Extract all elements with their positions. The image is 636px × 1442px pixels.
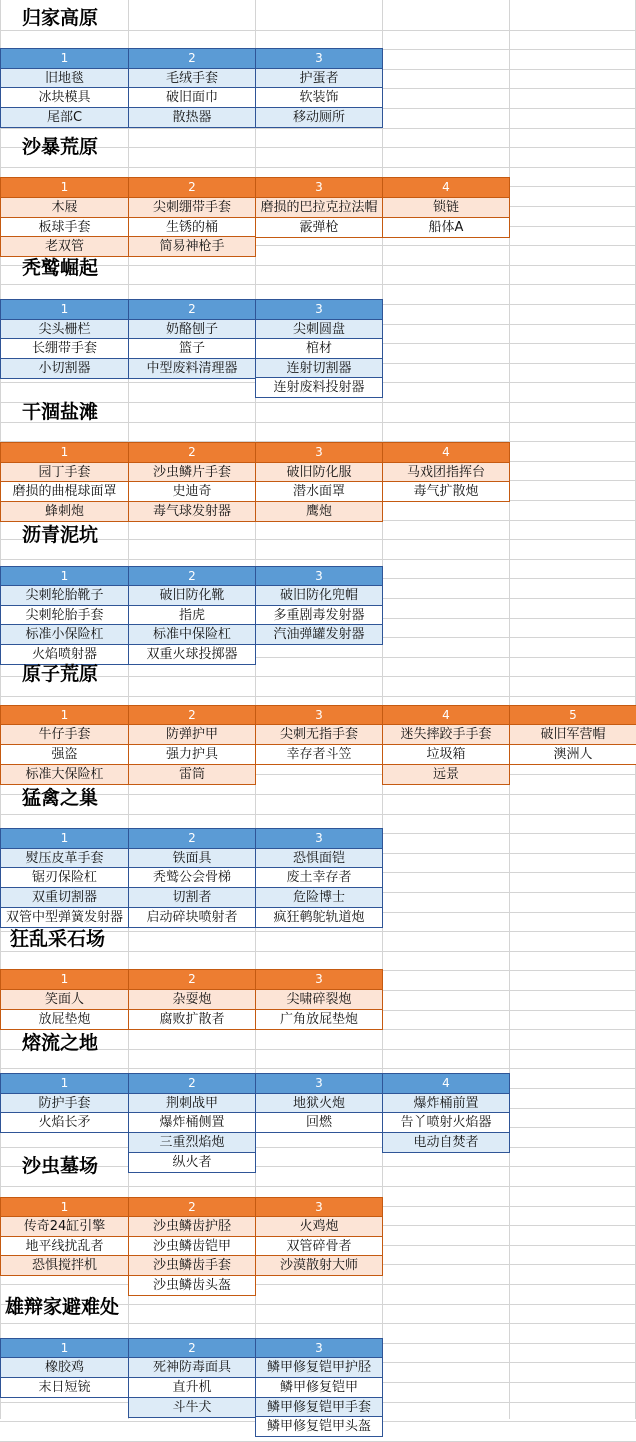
item-cell[interactable]: 破旧军营帽 <box>509 724 636 745</box>
item-cell[interactable]: 霰弹枪 <box>255 217 383 238</box>
item-cell[interactable]: 火焰喷射器 <box>0 644 129 665</box>
column-header[interactable]: 4 <box>382 442 510 463</box>
item-cell[interactable]: 汽油弹罐发射器 <box>255 624 383 645</box>
item-cell[interactable]: 潜水面罩 <box>255 481 383 502</box>
column-header[interactable]: 4 <box>382 1073 510 1094</box>
item-cell[interactable]: 沙虫鳞齿护胫 <box>128 1216 256 1237</box>
item-cell[interactable]: 连射切割器 <box>255 358 383 379</box>
item-cell[interactable]: 疯狂鹌鸵轨道炮 <box>255 907 383 928</box>
item-cell[interactable]: 沙漠散射大师 <box>255 1255 383 1276</box>
item-cell[interactable]: 毒气扩散炮 <box>382 481 510 502</box>
item-cell[interactable]: 尖刺无指手套 <box>255 724 383 745</box>
item-cell[interactable]: 电动自焚者 <box>382 1132 510 1153</box>
item-cell[interactable]: 小切割器 <box>0 358 129 379</box>
section-title: 沙虫墓场 <box>22 1155 99 1177</box>
grid-line-h <box>0 951 636 952</box>
item-cell[interactable]: 标准小保险杠 <box>0 624 129 645</box>
item-cell[interactable]: 秃鹫公会骨梯 <box>128 867 256 888</box>
column-header[interactable]: 3 <box>255 566 383 587</box>
item-cell[interactable]: 史迪奇 <box>128 481 256 502</box>
item-cell[interactable]: 中型废料清理器 <box>128 358 256 379</box>
section-title: 雄辩家避难处 <box>5 1296 120 1318</box>
item-cell[interactable]: 熨压皮革手套 <box>0 848 129 869</box>
section-title: 归家高原 <box>22 7 99 29</box>
item-cell[interactable]: 恐惧搅拌机 <box>0 1255 129 1276</box>
grid-line-h <box>0 1068 636 1069</box>
item-cell[interactable]: 沙虫鳞片手套 <box>128 462 256 483</box>
item-cell[interactable]: 防护手套 <box>0 1093 129 1114</box>
item-cell[interactable]: 毛绒手套 <box>128 68 256 89</box>
item-cell[interactable]: 鳞甲修复铠甲护胫 <box>255 1357 383 1378</box>
grid-line-h <box>0 30 636 31</box>
section-title: 狂乱采石场 <box>10 928 106 950</box>
item-cell[interactable]: 沙虫鳞齿头盔 <box>128 1275 256 1296</box>
column-header[interactable]: 1 <box>0 969 129 990</box>
item-cell[interactable]: 传奇24缸引擎 <box>0 1216 129 1237</box>
item-cell[interactable]: 破旧防化兜帽 <box>255 585 383 606</box>
item-cell[interactable]: 地狱火炮 <box>255 1093 383 1114</box>
item-cell[interactable]: 危险博士 <box>255 887 383 908</box>
column-header[interactable]: 1 <box>0 299 129 320</box>
item-cell[interactable]: 双管中型弹簧发射器 <box>0 907 129 928</box>
item-cell[interactable]: 木屐 <box>0 197 129 218</box>
column-header[interactable]: 1 <box>0 828 129 849</box>
column-header[interactable]: 2 <box>128 969 256 990</box>
item-cell[interactable]: 放屁垫炮 <box>0 1009 129 1030</box>
column-header[interactable]: 2 <box>128 828 256 849</box>
grid-line-h <box>0 167 636 168</box>
item-cell[interactable]: 生锈的桶 <box>128 217 256 238</box>
item-cell[interactable]: 爆炸桶前置 <box>382 1093 510 1114</box>
item-cell[interactable]: 强盗 <box>0 744 129 765</box>
item-cell[interactable]: 护蛋者 <box>255 68 383 89</box>
item-cell[interactable]: 马戏团指挥台 <box>382 462 510 483</box>
column-header[interactable]: 1 <box>0 442 129 463</box>
item-cell[interactable]: 尖刺轮胎手套 <box>0 605 129 626</box>
item-cell[interactable]: 冰块模具 <box>0 87 129 108</box>
item-cell[interactable]: 远景 <box>382 764 510 785</box>
grid-line-h <box>0 1284 636 1285</box>
item-cell[interactable]: 破旧防化服 <box>255 462 383 483</box>
item-cell[interactable]: 棺材 <box>255 338 383 359</box>
column-header[interactable]: 2 <box>128 1197 256 1218</box>
item-cell[interactable]: 沙虫鳞齿铠甲 <box>128 1236 256 1257</box>
item-cell[interactable]: 标准中保险杠 <box>128 624 256 645</box>
section-title: 原子荒原 <box>22 663 99 685</box>
item-cell[interactable]: 末日短铳 <box>0 1377 129 1398</box>
item-cell[interactable]: 垃圾箱 <box>382 744 510 765</box>
column-header[interactable]: 2 <box>128 1338 256 1359</box>
item-cell[interactable]: 长绷带手套 <box>0 338 129 359</box>
column-header[interactable]: 2 <box>128 442 256 463</box>
item-cell[interactable]: 废土幸存者 <box>255 867 383 888</box>
item-cell[interactable]: 简易神枪手 <box>128 236 256 257</box>
item-cell[interactable]: 双管碎骨者 <box>255 1236 383 1257</box>
column-header[interactable]: 1 <box>0 177 129 198</box>
grid-line-h <box>0 1147 636 1148</box>
column-header[interactable]: 3 <box>255 1073 383 1094</box>
item-cell[interactable]: 铁面具 <box>128 848 256 869</box>
item-cell[interactable]: 标准大保险杠 <box>0 764 129 785</box>
item-cell[interactable]: 蜂刺炮 <box>0 501 129 522</box>
item-cell[interactable]: 破旧面巾 <box>128 87 256 108</box>
item-cell[interactable]: 雷筒 <box>128 764 256 785</box>
item-cell[interactable]: 旧地毯 <box>0 68 129 89</box>
item-cell[interactable]: 磨损的曲棍球面罩 <box>0 481 129 502</box>
item-cell[interactable]: 尖刺轮胎靴子 <box>0 585 129 606</box>
item-cell[interactable]: 三重烈焰炮 <box>128 1132 256 1153</box>
grid-line-h <box>0 128 636 129</box>
column-header[interactable]: 3 <box>255 299 383 320</box>
item-cell[interactable]: 双重切割器 <box>0 887 129 908</box>
item-cell[interactable]: 尖啸碎裂炮 <box>255 989 383 1010</box>
column-header[interactable]: 3 <box>255 828 383 849</box>
item-cell[interactable]: 沙虫鳞齿手套 <box>128 1255 256 1276</box>
item-cell[interactable]: 指虎 <box>128 605 256 626</box>
item-cell[interactable]: 回燃 <box>255 1112 383 1133</box>
section-title: 秃鹫崛起 <box>22 257 99 279</box>
column-header[interactable]: 2 <box>128 177 256 198</box>
column-header[interactable]: 5 <box>509 705 636 726</box>
column-header[interactable]: 1 <box>0 1073 129 1094</box>
item-cell[interactable]: 尾部C <box>0 107 129 128</box>
item-cell[interactable]: 锁链 <box>382 197 510 218</box>
section-title: 沙暴荒原 <box>22 136 99 158</box>
item-cell[interactable]: 恐惧面铠 <box>255 848 383 869</box>
grid-line-h <box>0 1186 636 1187</box>
item-cell[interactable]: 尖刺绷带手套 <box>128 197 256 218</box>
item-cell[interactable]: 笑面人 <box>0 989 129 1010</box>
column-header[interactable]: 1 <box>0 705 129 726</box>
column-header[interactable]: 3 <box>255 1197 383 1218</box>
column-header[interactable]: 4 <box>382 705 510 726</box>
item-cell[interactable]: 火焰长矛 <box>0 1112 129 1133</box>
item-cell[interactable]: 尖头栅栏 <box>0 319 129 340</box>
column-header[interactable]: 2 <box>128 566 256 587</box>
grid-line-h <box>0 814 636 815</box>
column-header[interactable]: 3 <box>255 1338 383 1359</box>
grid-line-h <box>0 1323 636 1324</box>
section-title: 干涸盐滩 <box>22 401 99 423</box>
item-cell[interactable]: 纵火者 <box>128 1152 256 1173</box>
grid-line-h <box>0 559 636 560</box>
column-header[interactable]: 4 <box>382 177 510 198</box>
item-cell[interactable]: 牛仔手套 <box>0 724 129 745</box>
item-cell[interactable]: 死神防毒面具 <box>128 1357 256 1378</box>
item-cell[interactable]: 强力护具 <box>128 744 256 765</box>
item-cell[interactable]: 园丁手套 <box>0 462 129 483</box>
item-cell[interactable]: 连射废料投射器 <box>255 377 383 398</box>
item-cell[interactable]: 荆刺战甲 <box>128 1093 256 1114</box>
grid-line-h <box>0 284 636 285</box>
column-header[interactable]: 1 <box>0 566 129 587</box>
item-cell[interactable]: 板球手套 <box>0 217 129 238</box>
column-header[interactable]: 3 <box>255 705 383 726</box>
item-cell[interactable]: 防弹护甲 <box>128 724 256 745</box>
item-cell[interactable]: 地平线扰乱者 <box>0 1236 129 1257</box>
item-cell[interactable]: 奶酪刨子 <box>128 319 256 340</box>
column-header[interactable]: 2 <box>128 705 256 726</box>
item-cell[interactable]: 广角放屁垫炮 <box>255 1009 383 1030</box>
item-cell[interactable]: 切割者 <box>128 887 256 908</box>
item-cell[interactable]: 毒气球发射器 <box>128 501 256 522</box>
section-title: 沥青泥坑 <box>22 524 99 546</box>
column-header[interactable]: 1 <box>0 48 129 69</box>
item-cell[interactable]: 橡胶鸡 <box>0 1357 129 1378</box>
column-header[interactable]: 3 <box>255 969 383 990</box>
column-header[interactable]: 2 <box>128 48 256 69</box>
item-cell[interactable]: 尖刺圆盘 <box>255 319 383 340</box>
item-cell[interactable]: 鳞甲修复铠甲手套 <box>255 1397 383 1418</box>
column-header[interactable]: 3 <box>255 177 383 198</box>
item-cell[interactable]: 爆炸桶侧置 <box>128 1112 256 1133</box>
section-title: 猛禽之巢 <box>22 787 99 809</box>
item-cell[interactable]: 杂耍炮 <box>128 989 256 1010</box>
column-header[interactable]: 3 <box>255 442 383 463</box>
item-cell[interactable]: 老双管 <box>0 236 129 257</box>
item-cell[interactable]: 散热器 <box>128 107 256 128</box>
item-cell[interactable]: 移动厕所 <box>255 107 383 128</box>
item-cell[interactable]: 双重火球投掷器 <box>128 644 256 665</box>
item-cell[interactable]: 斗牛犬 <box>128 1397 256 1418</box>
item-cell[interactable]: 鳞甲修复铠甲头盔 <box>255 1416 383 1437</box>
item-cell[interactable]: 破旧防化靴 <box>128 585 256 606</box>
column-header[interactable]: 1 <box>0 1338 129 1359</box>
item-cell[interactable]: 软装饰 <box>255 87 383 108</box>
item-cell[interactable]: 鹰炮 <box>255 501 383 522</box>
section-title: 熔流之地 <box>22 1032 99 1054</box>
column-header[interactable]: 3 <box>255 48 383 69</box>
item-cell[interactable]: 锯刃保险杠 <box>0 867 129 888</box>
column-header[interactable]: 1 <box>0 1197 129 1218</box>
item-cell[interactable]: 火鸡炮 <box>255 1216 383 1237</box>
item-cell[interactable]: 告丫喷射火焰器 <box>382 1112 510 1133</box>
item-cell[interactable]: 鳞甲修复铠甲 <box>255 1377 383 1398</box>
item-cell[interactable]: 船体A <box>382 217 510 238</box>
item-cell[interactable]: 直升机 <box>128 1377 256 1398</box>
item-cell[interactable]: 多重剧毒发射器 <box>255 605 383 626</box>
item-cell[interactable]: 澳洲人 <box>509 744 636 765</box>
column-header[interactable]: 2 <box>128 299 256 320</box>
column-header[interactable]: 2 <box>128 1073 256 1094</box>
item-cell[interactable]: 启动碎块喷射者 <box>128 907 256 928</box>
item-cell[interactable]: 腐败扩散者 <box>128 1009 256 1030</box>
item-cell[interactable]: 迷失摔跤手手套 <box>382 724 510 745</box>
item-cell[interactable]: 幸存者斗笠 <box>255 744 383 765</box>
item-cell[interactable]: 磨损的巴拉克拉法帽 <box>255 197 383 218</box>
item-cell[interactable]: 篮子 <box>128 338 256 359</box>
grid-line-h <box>0 696 636 697</box>
